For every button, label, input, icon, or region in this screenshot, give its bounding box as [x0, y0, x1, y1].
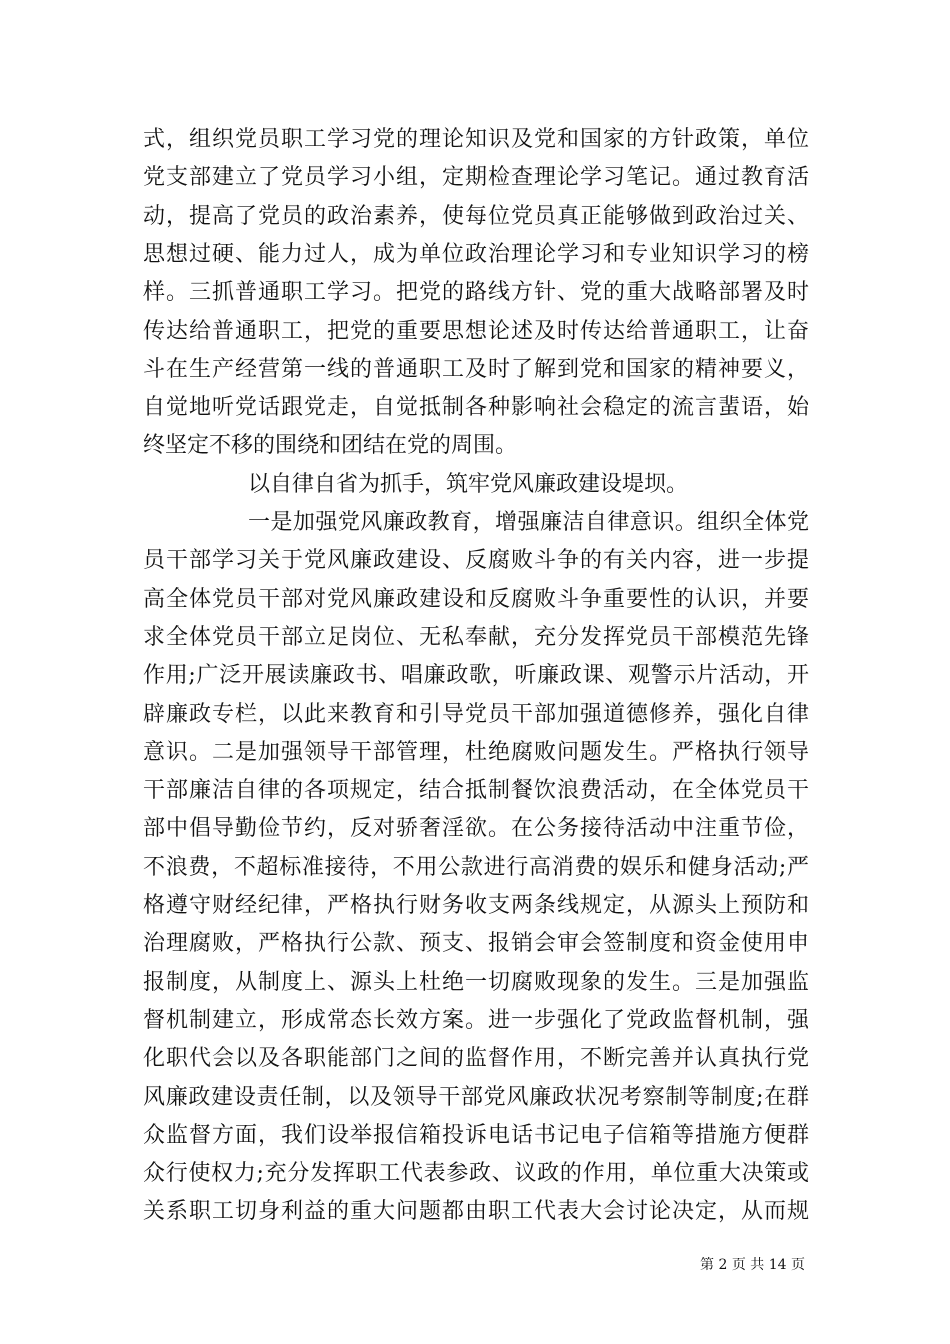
text-line: 众监督方面，我们设举报信箱投诉电话书记电子信箱等措施方便群: [143, 1123, 809, 1148]
text-line: 意识。二是加强领导干部管理，杜绝腐败问题发生。严格执行领导: [143, 740, 809, 765]
text-line: 式，组织党员职工学习党的理论知识及党和国家的方针政策，单位: [143, 127, 809, 152]
text-line: 格遵守财经纪律，严格执行财务收支两条线规定，从源头上预防和: [143, 893, 809, 918]
text-line: 思想过硬、能力过人，成为单位政治理论学习和专业知识学习的榜: [143, 242, 809, 267]
text-line: 报制度，从制度上、源头上杜绝一切腐败现象的发生。三是加强监: [143, 970, 809, 995]
text-line: 作用;广泛开展读廉政书、唱廉政歌，听廉政课、观警示片活动，开: [143, 663, 809, 688]
text-line: 众行使权力;充分发挥职工代表参政、议政的作用，单位重大决策或: [143, 1161, 809, 1186]
text-line: 高全体党员干部对党风廉政建设和反腐败斗争重要性的认识，并要: [143, 587, 809, 612]
text-line: 求全体党员干部立足岗位、无私奉献，充分发挥党员干部模范先锋: [143, 625, 809, 650]
section-heading: 以自律自省为抓手，筑牢党风廉政建设堤坝。: [248, 472, 689, 497]
text-line: 治理腐败，严格执行公款、预支、报销会审会签制度和资金使用申: [143, 931, 809, 956]
text-line: 党支部建立了党员学习小组，定期检查理论学习笔记。通过教育活: [143, 165, 809, 190]
text-line: 干部廉洁自律的各项规定，结合抵制餐饮浪费活动，在全体党员干: [143, 778, 809, 803]
text-line: 动，提高了党员的政治素养，使每位党员真正能够做到政治过关、: [143, 204, 809, 229]
text-line: 督机制建立，形成常态长效方案。进一步强化了党政监督机制，强: [143, 1008, 809, 1033]
page-number: 第 2 页 共 14 页: [700, 1257, 805, 1273]
text-line: 风廉政建设责任制，以及领导干部党风廉政状况考察制等制度;在群: [143, 1085, 809, 1110]
text-line: 部中倡导勤俭节约，反对骄奢淫欲。在公务接待活动中注重节俭，: [143, 816, 809, 841]
text-line: 终坚定不移的围绕和团结在党的周围。: [143, 433, 518, 458]
text-line: 样。三抓普通职工学习。把党的路线方针、党的重大战略部署及时: [143, 280, 809, 305]
text-line: 辟廉政专栏，以此来教育和引导党员干部加强道德修养，强化自律: [143, 702, 809, 727]
text-line: 不浪费，不超标准接待，不用公款进行高消费的娱乐和健身活动;严: [143, 855, 809, 880]
text-line: 自觉地听党话跟党走，自觉抵制各种影响社会稳定的流言蜚语，始: [143, 395, 809, 420]
text-line: 斗在生产经营第一线的普通职工及时了解到党和国家的精神要义，: [143, 357, 809, 382]
text-line: 关系职工切身利益的重大问题都由职工代表大会讨论决定，从而规: [143, 1199, 809, 1224]
text-line: 一是加强党风廉政教育，增强廉洁自律意识。组织全体党: [248, 510, 809, 535]
text-line: 化职代会以及各职能部门之间的监督作用，不断完善并认真执行党: [143, 1046, 809, 1071]
text-line: 员干部学习关于党风廉政建设、反腐败斗争的有关内容，进一步提: [143, 548, 809, 573]
text-line: 传达给普通职工，把党的重要思想论述及时传达给普通职工，让奋: [143, 319, 809, 344]
